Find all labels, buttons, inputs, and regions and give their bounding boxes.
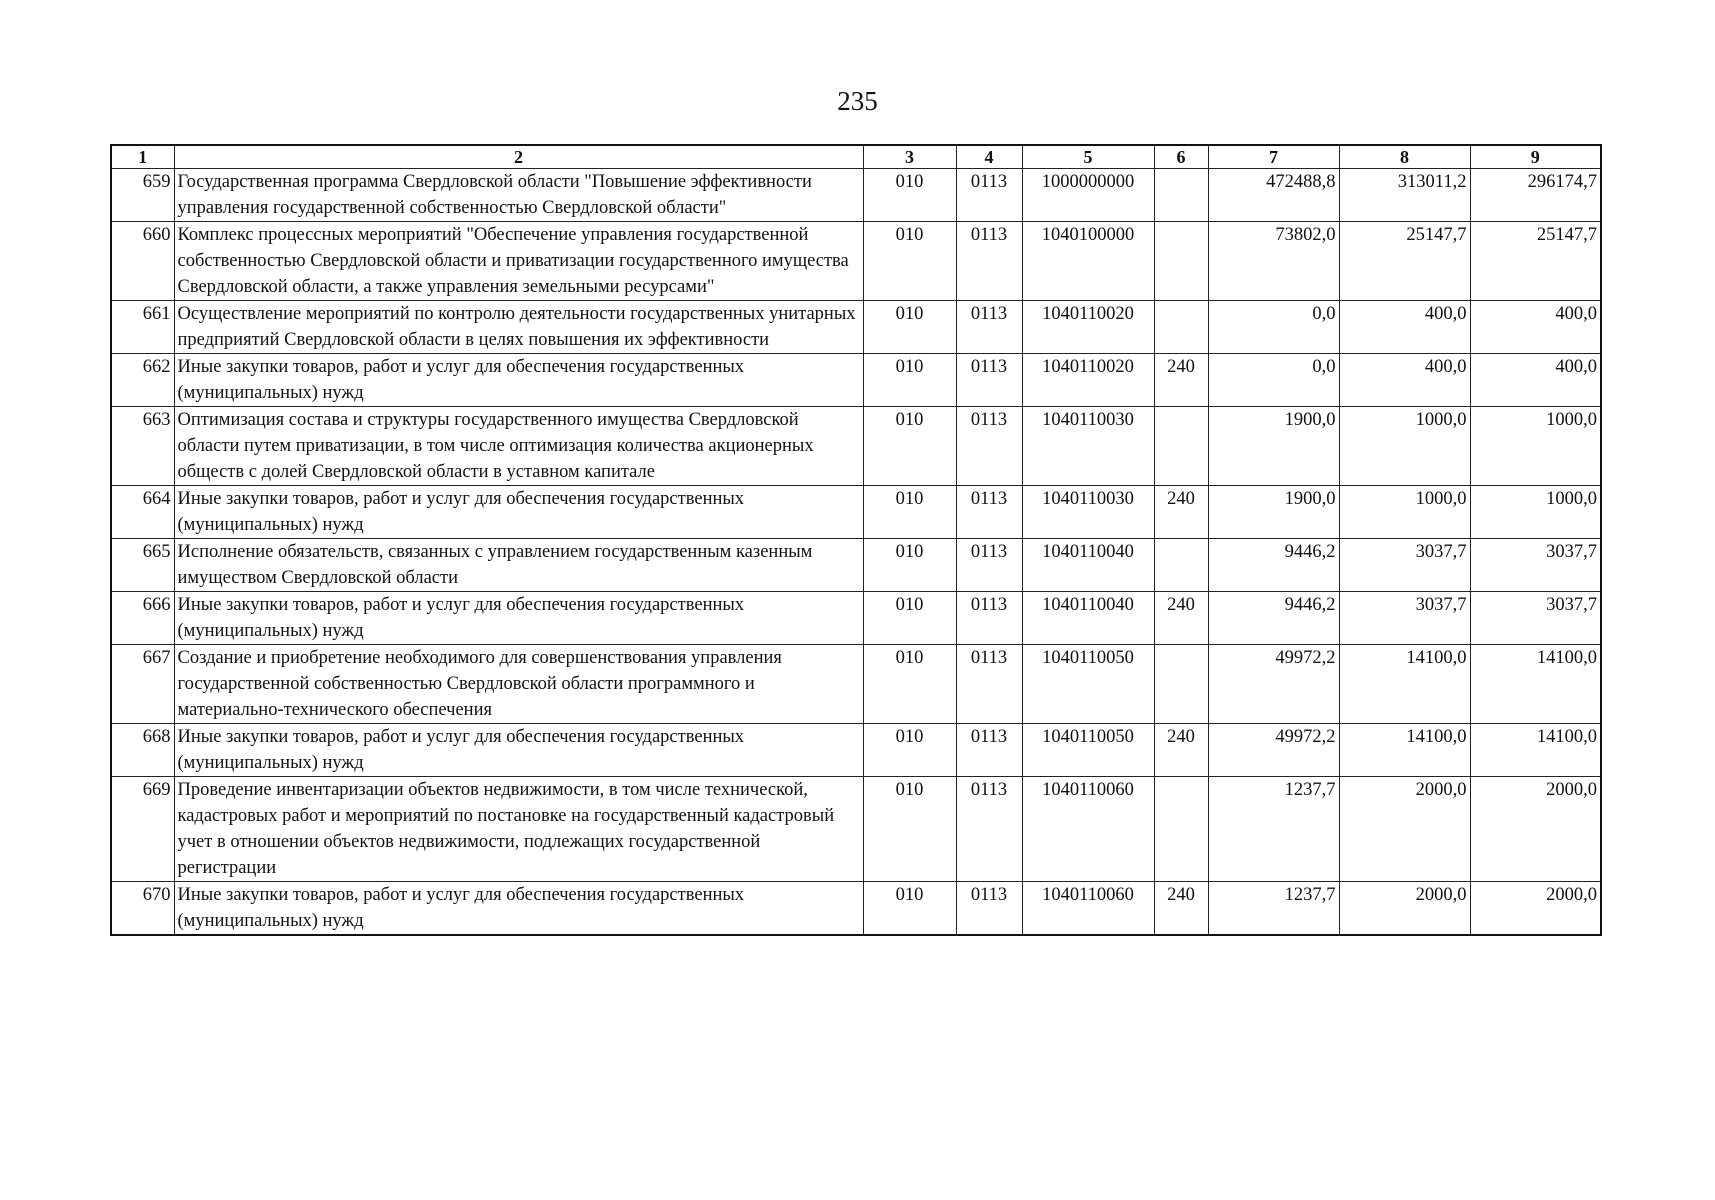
amount-col-7: 73802,0 bbox=[1208, 222, 1339, 301]
amount-col-8: 400,0 bbox=[1339, 354, 1470, 407]
code-col-6 bbox=[1154, 777, 1208, 882]
table-row bbox=[111, 645, 1601, 724]
amount-col-8: 1000,0 bbox=[1339, 486, 1470, 539]
amount-col-8: 2000,0 bbox=[1339, 882, 1470, 936]
code-col-5: 1040110050 bbox=[1022, 724, 1154, 777]
code-col-4: 0113 bbox=[956, 777, 1022, 882]
code-col-5: 1040110030 bbox=[1022, 486, 1154, 539]
amount-col-8: 3037,7 bbox=[1339, 592, 1470, 645]
amount-col-9: 1000,0 bbox=[1470, 407, 1601, 486]
code-col-6: 240 bbox=[1154, 486, 1208, 539]
code-col-5: 1040100000 bbox=[1022, 222, 1154, 301]
code-col-6 bbox=[1154, 222, 1208, 301]
code-col-6 bbox=[1154, 645, 1208, 724]
amount-col-9: 25147,7 bbox=[1470, 222, 1601, 301]
code-col-3: 010 bbox=[863, 882, 956, 936]
code-col-3: 010 bbox=[863, 354, 956, 407]
amount-col-8: 25147,7 bbox=[1339, 222, 1470, 301]
amount-col-9: 14100,0 bbox=[1470, 645, 1601, 724]
table-row bbox=[111, 486, 1601, 539]
code-col-6 bbox=[1154, 539, 1208, 592]
code-col-4: 0113 bbox=[956, 407, 1022, 486]
amount-col-9: 14100,0 bbox=[1470, 724, 1601, 777]
budget-table bbox=[110, 144, 1602, 936]
table-row bbox=[111, 539, 1601, 592]
code-col-4: 0113 bbox=[956, 169, 1022, 222]
table-row bbox=[111, 724, 1601, 777]
row-name: Комплекс процессных мероприятий "Обеспечение управления государственной собственностью Свердловской области и приватизации государственного имущества Свердловской области, а также управления земельными ресурсами" bbox=[174, 222, 863, 301]
amount-col-7: 1900,0 bbox=[1208, 407, 1339, 486]
row-number: 659 bbox=[111, 169, 174, 222]
row-number: 668 bbox=[111, 724, 174, 777]
code-col-6: 240 bbox=[1154, 724, 1208, 777]
row-name: Иные закупки товаров, работ и услуг для обеспечения государственных (муниципальных) нужд bbox=[174, 882, 863, 936]
amount-col-8: 3037,7 bbox=[1339, 539, 1470, 592]
code-col-4: 0113 bbox=[956, 592, 1022, 645]
row-name: Государственная программа Свердловской области "Повышение эффективности управления государственной собственностью Свердловской области" bbox=[174, 169, 863, 222]
code-col-3: 010 bbox=[863, 645, 956, 724]
table-row bbox=[111, 777, 1601, 882]
code-col-6 bbox=[1154, 301, 1208, 354]
header-cell: 7 bbox=[1208, 145, 1339, 169]
header-cell: 9 bbox=[1470, 145, 1601, 169]
code-col-6 bbox=[1154, 407, 1208, 486]
code-col-4: 0113 bbox=[956, 645, 1022, 724]
code-col-5: 1040110060 bbox=[1022, 882, 1154, 936]
table-row bbox=[111, 882, 1601, 936]
code-col-5: 1040110050 bbox=[1022, 645, 1154, 724]
amount-col-7: 0,0 bbox=[1208, 354, 1339, 407]
page-number: 235 bbox=[837, 86, 878, 116]
row-number: 664 bbox=[111, 486, 174, 539]
code-col-4: 0113 bbox=[956, 724, 1022, 777]
table-row bbox=[111, 222, 1601, 301]
code-col-3: 010 bbox=[863, 301, 956, 354]
amount-col-7: 9446,2 bbox=[1208, 592, 1339, 645]
amount-col-8: 313011,2 bbox=[1339, 169, 1470, 222]
amount-col-7: 49972,2 bbox=[1208, 645, 1339, 724]
amount-col-8: 1000,0 bbox=[1339, 407, 1470, 486]
code-col-3: 010 bbox=[863, 592, 956, 645]
code-col-6: 240 bbox=[1154, 354, 1208, 407]
amount-col-9: 296174,7 bbox=[1470, 169, 1601, 222]
amount-col-9: 3037,7 bbox=[1470, 539, 1601, 592]
code-col-5: 1000000000 bbox=[1022, 169, 1154, 222]
amount-col-9: 400,0 bbox=[1470, 354, 1601, 407]
table-row bbox=[111, 301, 1601, 354]
amount-col-7: 1237,7 bbox=[1208, 777, 1339, 882]
amount-col-7: 1237,7 bbox=[1208, 882, 1339, 936]
code-col-4: 0113 bbox=[956, 301, 1022, 354]
row-number: 663 bbox=[111, 407, 174, 486]
amount-col-8: 2000,0 bbox=[1339, 777, 1470, 882]
code-col-3: 010 bbox=[863, 486, 956, 539]
amount-col-7: 1900,0 bbox=[1208, 486, 1339, 539]
row-number: 669 bbox=[111, 777, 174, 882]
code-col-5: 1040110060 bbox=[1022, 777, 1154, 882]
amount-col-9: 2000,0 bbox=[1470, 777, 1601, 882]
code-col-5: 1040110030 bbox=[1022, 407, 1154, 486]
table-row bbox=[111, 407, 1601, 486]
code-col-5: 1040110020 bbox=[1022, 301, 1154, 354]
row-number: 665 bbox=[111, 539, 174, 592]
header-cell: 6 bbox=[1154, 145, 1208, 169]
row-name: Создание и приобретение необходимого для совершенствования управления государственной собственностью Свердловской области программного и материально-технического обеспечения bbox=[174, 645, 863, 724]
code-col-3: 010 bbox=[863, 724, 956, 777]
header-cell: 8 bbox=[1339, 145, 1470, 169]
amount-col-8: 400,0 bbox=[1339, 301, 1470, 354]
row-number: 662 bbox=[111, 354, 174, 407]
code-col-4: 0113 bbox=[956, 539, 1022, 592]
amount-col-9: 1000,0 bbox=[1470, 486, 1601, 539]
row-name: Осуществление мероприятий по контролю деятельности государственных унитарных предприятий Свердловской области в целях повышения их эффективности bbox=[174, 301, 863, 354]
table-row bbox=[111, 592, 1601, 645]
row-number: 660 bbox=[111, 222, 174, 301]
row-number: 661 bbox=[111, 301, 174, 354]
code-col-6 bbox=[1154, 169, 1208, 222]
amount-col-8: 14100,0 bbox=[1339, 724, 1470, 777]
amount-col-8: 14100,0 bbox=[1339, 645, 1470, 724]
amount-col-7: 9446,2 bbox=[1208, 539, 1339, 592]
code-col-4: 0113 bbox=[956, 486, 1022, 539]
row-name: Иные закупки товаров, работ и услуг для обеспечения государственных (муниципальных) нужд bbox=[174, 724, 863, 777]
amount-col-9: 400,0 bbox=[1470, 301, 1601, 354]
code-col-4: 0113 bbox=[956, 222, 1022, 301]
row-name: Иные закупки товаров, работ и услуг для обеспечения государственных (муниципальных) нужд bbox=[174, 354, 863, 407]
header-cell: 3 bbox=[863, 145, 956, 169]
code-col-4: 0113 bbox=[956, 354, 1022, 407]
header-cell: 5 bbox=[1022, 145, 1154, 169]
code-col-3: 010 bbox=[863, 777, 956, 882]
amount-col-7: 0,0 bbox=[1208, 301, 1339, 354]
code-col-6: 240 bbox=[1154, 592, 1208, 645]
code-col-3: 010 bbox=[863, 407, 956, 486]
header-cell: 1 bbox=[111, 145, 174, 169]
table-row bbox=[111, 354, 1601, 407]
row-number: 670 bbox=[111, 882, 174, 936]
code-col-4: 0113 bbox=[956, 882, 1022, 936]
amount-col-9: 3037,7 bbox=[1470, 592, 1601, 645]
row-name: Оптимизация состава и структуры государственного имущества Свердловской области путем приватизации, в том числе оптимизация количества акционерных обществ с долей Свердловской области в уставном капитале bbox=[174, 407, 863, 486]
row-name: Иные закупки товаров, работ и услуг для обеспечения государственных (муниципальных) нужд bbox=[174, 486, 863, 539]
row-name: Иные закупки товаров, работ и услуг для обеспечения государственных (муниципальных) нужд bbox=[174, 592, 863, 645]
code-col-5: 1040110040 bbox=[1022, 592, 1154, 645]
amount-col-9: 2000,0 bbox=[1470, 882, 1601, 936]
code-col-3: 010 bbox=[863, 222, 956, 301]
code-col-3: 010 bbox=[863, 539, 956, 592]
row-number: 667 bbox=[111, 645, 174, 724]
header-row bbox=[111, 145, 1601, 169]
table-row bbox=[111, 169, 1601, 222]
header-cell: 4 bbox=[956, 145, 1022, 169]
row-name: Исполнение обязательств, связанных с управлением государственным казенным имуществом Свердловской области bbox=[174, 539, 863, 592]
header-cell: 2 bbox=[174, 145, 863, 169]
code-col-6: 240 bbox=[1154, 882, 1208, 936]
code-col-5: 1040110040 bbox=[1022, 539, 1154, 592]
row-name: Проведение инвентаризации объектов недвижимости, в том числе технической, кадастровых работ и мероприятий по постановке на государственный кадастровый учет в отношении объектов недвижимости, подлежащих государственной регистрации bbox=[174, 777, 863, 882]
row-number: 666 bbox=[111, 592, 174, 645]
amount-col-7: 49972,2 bbox=[1208, 724, 1339, 777]
code-col-3: 010 bbox=[863, 169, 956, 222]
amount-col-7: 472488,8 bbox=[1208, 169, 1339, 222]
code-col-5: 1040110020 bbox=[1022, 354, 1154, 407]
